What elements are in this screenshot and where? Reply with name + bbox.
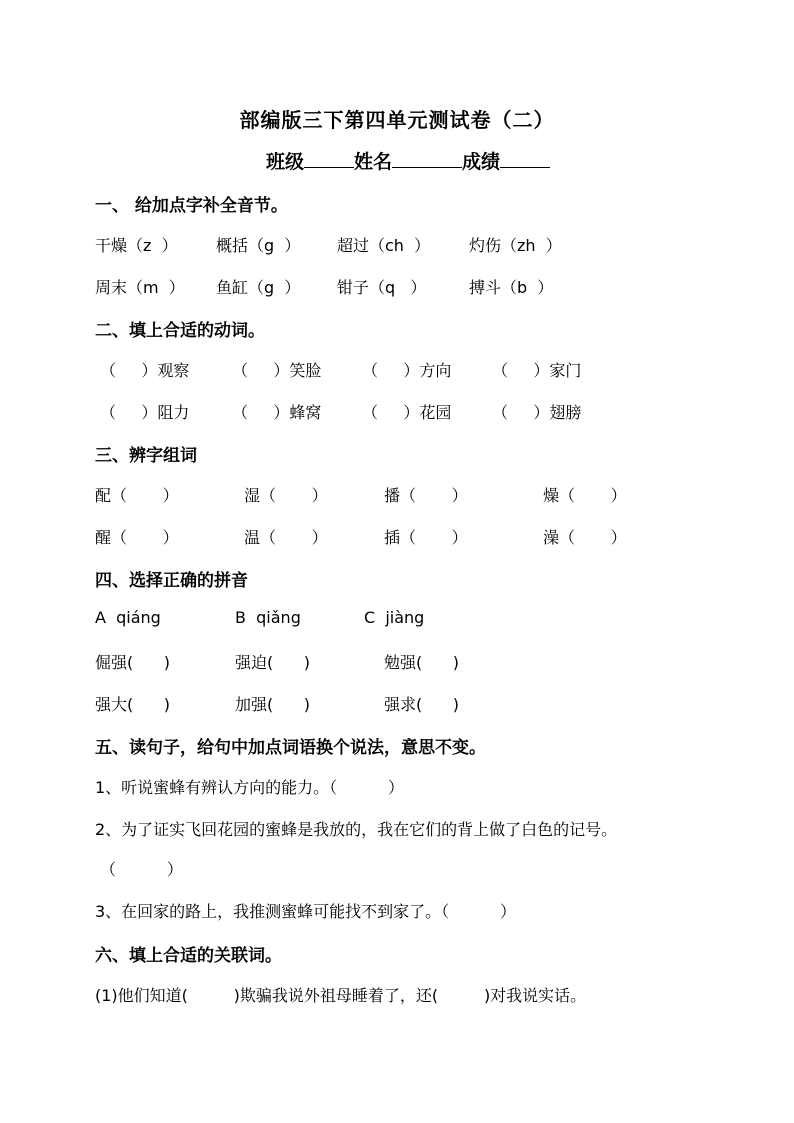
s5-question-2-answer: （ ） bbox=[100, 860, 183, 879]
section-6-heading: 六、填上合适的关联词。 bbox=[95, 946, 282, 966]
s3-item: 温（ ） bbox=[244, 528, 328, 547]
s1-item: 灼伤（zh ） bbox=[469, 236, 562, 255]
s2-item: （ ）观察 bbox=[100, 361, 190, 380]
s2-item: （ ）花园 bbox=[362, 403, 452, 422]
s3-item: 燥（ ） bbox=[543, 486, 627, 505]
s1-item: 搏斗（b ） bbox=[469, 278, 554, 297]
s4-item: 加强( ) bbox=[235, 695, 311, 714]
s4-item: 强大( ) bbox=[95, 695, 171, 714]
s3-item: 播（ ） bbox=[384, 486, 468, 505]
s1-item: 钳子（q ） bbox=[337, 278, 427, 297]
s3-item: 澡（ ） bbox=[543, 528, 627, 547]
s4-item: 倔强( ) bbox=[95, 653, 171, 672]
page-title: 部编版三下第四单元测试卷（二） bbox=[239, 108, 555, 132]
class-blank[interactable] bbox=[304, 149, 354, 168]
s2-item: （ ）方向 bbox=[362, 361, 452, 380]
s2-item: （ ）蜂窝 bbox=[232, 403, 322, 422]
pinyin-option: C jiàng bbox=[364, 608, 425, 627]
pinyin-option: B qiǎng bbox=[235, 608, 301, 627]
s2-item: （ ）阻力 bbox=[100, 403, 190, 422]
s4-item: 勉强( ) bbox=[384, 653, 460, 672]
section-4-heading: 四、选择正确的拼音 bbox=[95, 571, 248, 591]
class-label: 班级 bbox=[266, 151, 305, 173]
pinyin-option: A qiáng bbox=[95, 608, 161, 627]
s6-question-1: (1)他们知道( )欺骗我说外祖母睡着了，还( )对我说实话。 bbox=[95, 986, 587, 1005]
section-1-heading: 一、 给加点字补全音节。 bbox=[95, 196, 288, 216]
s1-item: 干燥（z ） bbox=[95, 236, 178, 255]
s1-item: 周末（m ） bbox=[95, 278, 185, 297]
section-2-heading: 二、填上合适的动词。 bbox=[95, 321, 265, 341]
s3-item: 醒（ ） bbox=[95, 528, 179, 547]
s3-item: 配（ ） bbox=[95, 486, 179, 505]
s1-item: 概括（g ） bbox=[216, 236, 301, 255]
s2-item: （ ）笑脸 bbox=[232, 361, 322, 380]
s5-question-1: 1、听说蜜蜂有辨认方向的能力。（ ） bbox=[95, 778, 405, 797]
name-blank[interactable] bbox=[392, 149, 462, 168]
section-3-heading: 三、辨字组词 bbox=[95, 446, 197, 466]
s3-item: 湿（ ） bbox=[244, 486, 328, 505]
name-label: 姓名 bbox=[354, 151, 393, 173]
score-blank[interactable] bbox=[500, 149, 550, 168]
s5-question-3: 3、在回家的路上，我推测蜜蜂可能找不到家了。（ ） bbox=[95, 902, 517, 921]
s2-item: （ ）家门 bbox=[492, 361, 582, 380]
score-label: 成绩 bbox=[462, 151, 501, 173]
section-5-heading: 五、读句子，给句中加点词语换个说法，意思不变。 bbox=[95, 738, 486, 758]
student-info-line bbox=[266, 147, 550, 174]
s1-item: 鱼缸（g ） bbox=[216, 278, 301, 297]
s5-question-2: 2、为了证实飞回花园的蜜蜂是我放的，我在它们的背上做了白色的记号。 bbox=[95, 820, 618, 839]
s2-item: （ ）翅膀 bbox=[492, 403, 582, 422]
s4-item: 强求( ) bbox=[384, 695, 460, 714]
s1-item: 超过（ch ） bbox=[337, 236, 431, 255]
s4-item: 强迫( ) bbox=[235, 653, 311, 672]
s3-item: 插（ ） bbox=[384, 528, 468, 547]
